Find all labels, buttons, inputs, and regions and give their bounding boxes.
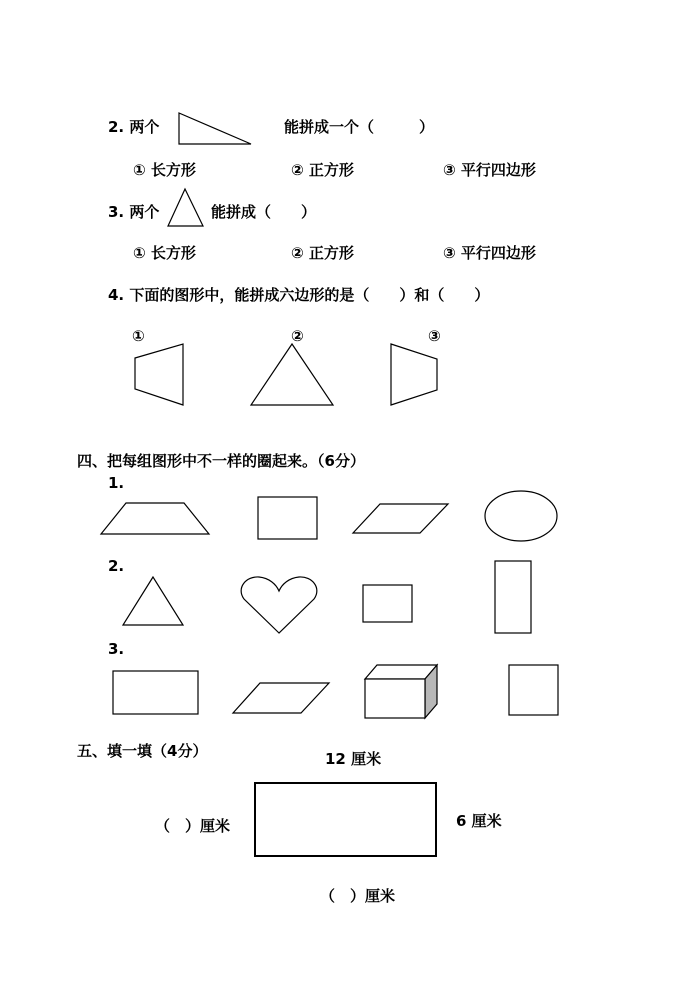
rectangle-shape [257, 496, 319, 541]
left-blank-label: （ ）厘米 [155, 817, 231, 835]
group1-label: 1. [108, 474, 125, 492]
triangle-group2-shape [122, 576, 186, 628]
q3-prefix: 3. 两个 [108, 203, 160, 221]
q3-option-3: ③ 平行四边形 [443, 244, 536, 262]
q2-option-3: ③ 平行四边形 [443, 161, 536, 179]
heart-shape [240, 574, 318, 636]
q4-marker-3: ③ [428, 327, 441, 345]
trapezoid-left-shape [134, 343, 186, 408]
square-group3-shape [508, 664, 560, 717]
measure-rectangle [254, 782, 438, 858]
q2-suffix: 能拼成一个（ ） [284, 118, 435, 136]
q4-text: 4. 下面的图形中，能拼成六边形的是（ ）和（ ） [108, 286, 490, 304]
right-length-label: 6 厘米 [456, 812, 502, 830]
cuboid-shape [364, 664, 440, 720]
q4-marker-1: ① [132, 327, 145, 345]
q3-option-2: ② 正方形 [291, 244, 354, 262]
trapezoid-right-shape [390, 343, 440, 408]
right-triangle-shape [178, 112, 253, 146]
group3-label: 3. [108, 640, 125, 658]
parallelogram-shape [352, 503, 450, 535]
group2-label: 2. [108, 557, 125, 575]
q4-marker-2: ② [291, 327, 304, 345]
trapezoid-shape [100, 502, 212, 536]
q2-option-1: ① 长方形 [133, 161, 196, 179]
triangle-shape [167, 188, 205, 228]
parallelogram-group3-shape [232, 682, 332, 716]
ellipse-shape [484, 490, 559, 543]
section4-title: 四、把每组图形中不一样的圈起来。（6分） [77, 452, 365, 470]
q2-prefix: 2. 两个 [108, 118, 160, 136]
tall-rectangle-shape [494, 560, 534, 635]
bottom-blank-label: （ ）厘米 [320, 887, 396, 905]
triangle-large-shape [250, 343, 336, 408]
q2-option-2: ② 正方形 [291, 161, 354, 179]
square-group2-shape [362, 584, 414, 624]
q3-option-1: ① 长方形 [133, 244, 196, 262]
q3-suffix: 能拼成（ ） [211, 203, 317, 221]
rectangle-group3-shape [112, 670, 200, 716]
top-length-label: 12 厘米 [325, 750, 382, 768]
section5-title: 五、填一填（4分） [77, 742, 208, 760]
